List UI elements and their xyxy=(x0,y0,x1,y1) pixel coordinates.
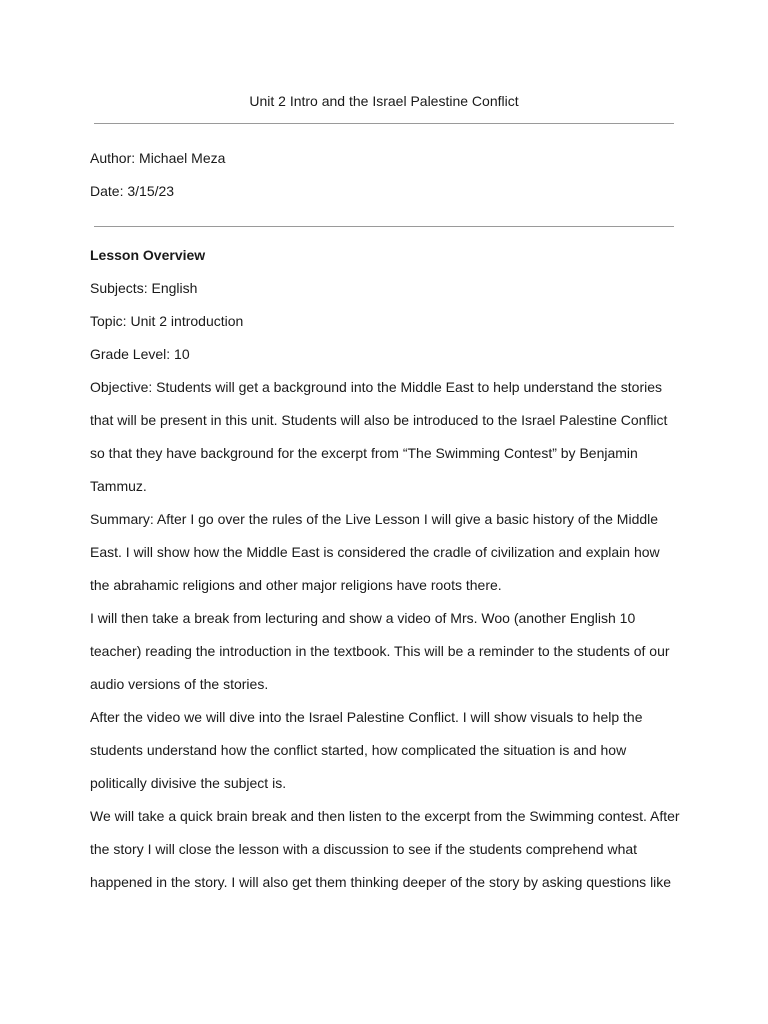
header-divider xyxy=(94,226,674,227)
summary-paragraph-4: We will take a quick brain break and then listen to the excerpt from the Swimming contest. After the story I will close the lesson with a discussion to see if the students comprehend what happened in the story. I will also get them thinking deeper of the story by asking questions like xyxy=(90,808,680,890)
section-heading: Lesson Overview xyxy=(90,247,206,263)
topic-line: Topic: Unit 2 introduction xyxy=(90,313,244,329)
title-divider xyxy=(94,123,674,124)
summary-paragraph-1: Summary: After I go over the rules of the Live Lesson I will give a basic history of the Middle East. I will show how the Middle East is considered the cradle of civilization and explain how the abrahamic religions and other major religions have roots there. xyxy=(90,511,660,593)
subjects-line: Subjects: English xyxy=(90,280,198,296)
document-title: Unit 2 Intro and the Israel Palestine Conflict xyxy=(249,93,519,109)
grade-level-line: Grade Level: 10 xyxy=(90,346,190,362)
summary-paragraph-3: After the video we will dive into the Israel Palestine Conflict. I will show visuals to help the students understand how the conflict started, how complicated the situation is and how politically divisive the subject is. xyxy=(90,709,643,791)
date-line: Date: 3/15/23 xyxy=(90,183,175,199)
author-line: Author: Michael Meza xyxy=(90,150,226,166)
summary-paragraph-2: I will then take a break from lecturing and show a video of Mrs. Woo (another English 10 teacher) reading the introduction in the textbook. This will be a reminder to the students of our audio versions of the stories. xyxy=(90,610,670,692)
objective-paragraph: Objective: Students will get a background into the Middle East to help understand the stories that will be present in this unit. Students will also be introduced to the Israel Palestine Conflict so that they have background for the excerpt from “The Swimming Contest” by Benjamin Tammuz. xyxy=(90,379,668,494)
lesson-overview-section xyxy=(90,239,682,899)
